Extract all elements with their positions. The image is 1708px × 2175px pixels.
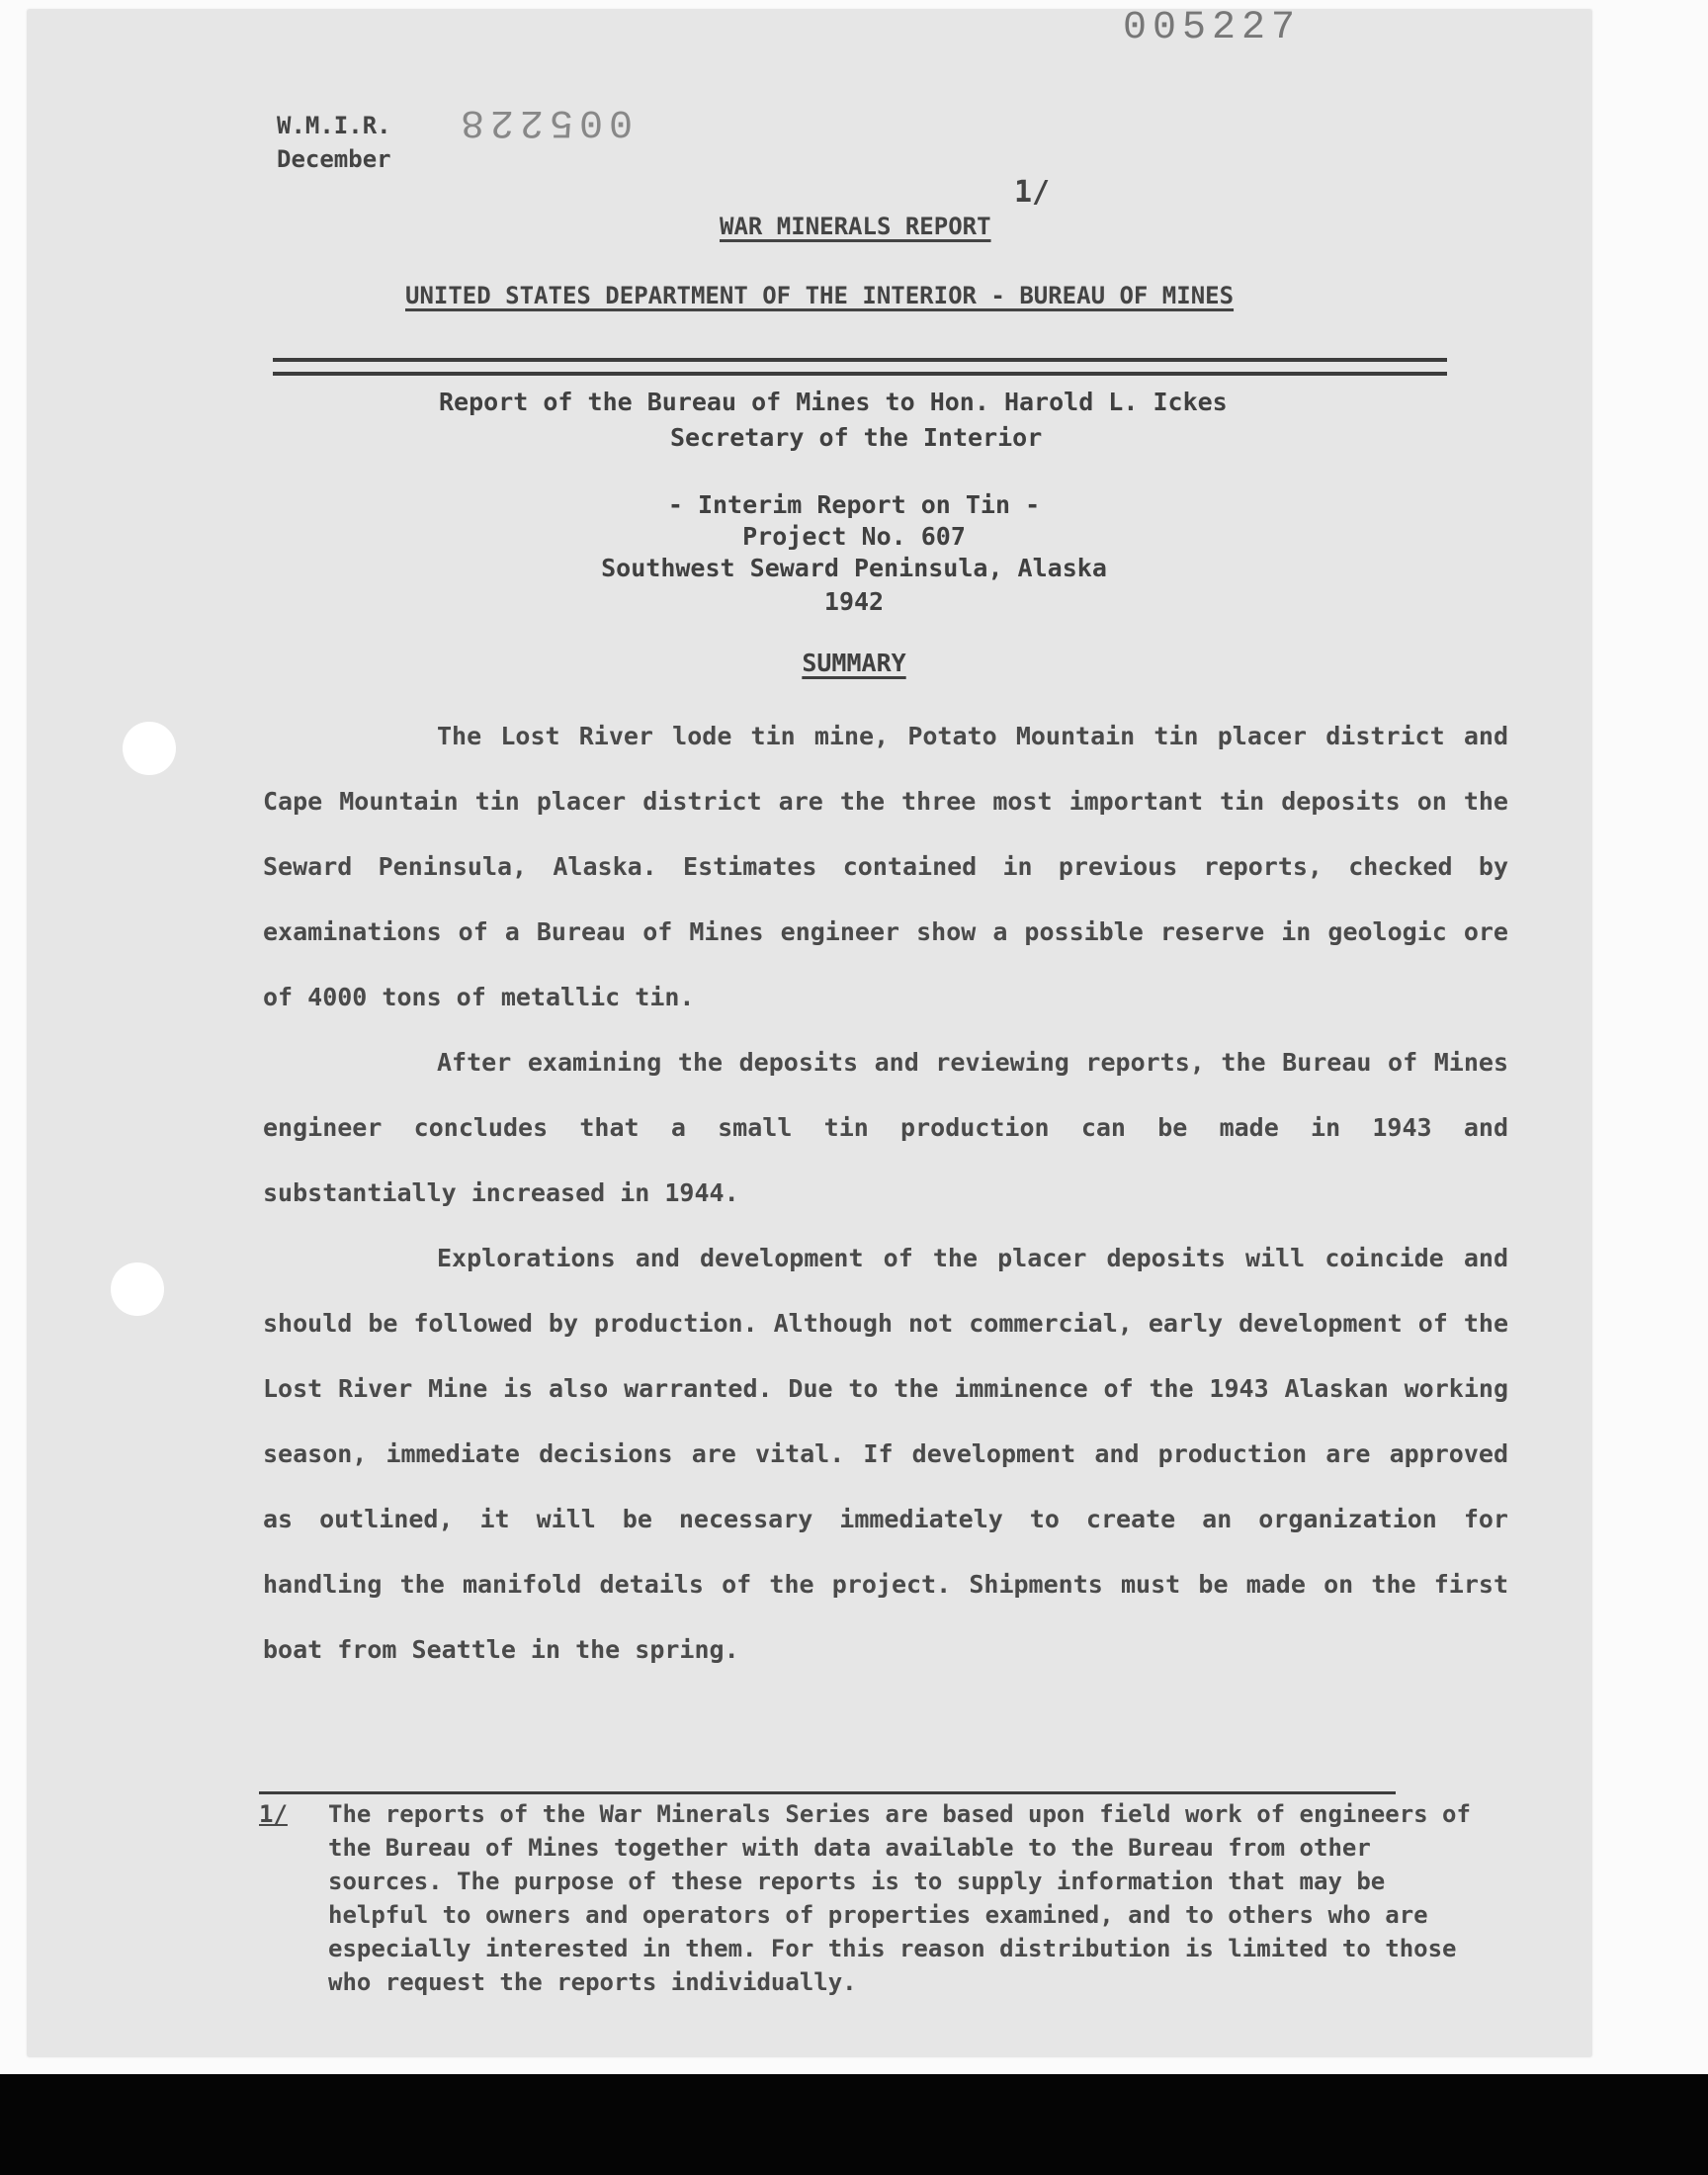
header-rule-1 xyxy=(273,358,1447,362)
punch-hole-bottom xyxy=(111,1262,164,1316)
footnote-marker: 1/ xyxy=(259,1800,288,1828)
punch-hole-top xyxy=(123,722,176,775)
summary-paragraph-2: After examining the deposits and reviewing reports, the Bureau of Mines engineer concludes that a small tin production can be made in 1943 and substantially increased in 1944. xyxy=(263,1048,1508,1207)
report-series-title: WAR MINERALS REPORT xyxy=(720,213,991,240)
header-rule-2 xyxy=(273,372,1447,376)
summary-paragraph-3: Explorations and development of the placer deposits will coincide and should be followed by production. Although not commercial, early development of the Lost River Mine is also warranted. Due to the imminence of the 1943 Alaskan working season, immediate decisions are vital. If development and production are approved as outlined, it will be necessary immediately to create an organization for handling the manifold details of the project. Shipments must be made on the first boat from Seattle in the spring. xyxy=(263,1244,1508,1664)
footnote-rule xyxy=(259,1791,1396,1794)
footnote xyxy=(259,1797,1494,1999)
summary-body xyxy=(263,704,1508,1683)
stamp-number-top: 005227 xyxy=(1123,6,1302,50)
series-code: W.M.I.R. xyxy=(277,112,391,139)
report-addressee-title: Secretary of the Interior xyxy=(670,423,1043,452)
stamp-number-side: 005228 xyxy=(455,99,634,143)
section-heading-summary: SUMMARY xyxy=(802,649,906,677)
footnote-reference-mark: 1/ xyxy=(1014,175,1051,210)
department-title: UNITED STATES DEPARTMENT OF THE INTERIOR - BUREAU OF MINES xyxy=(405,282,1235,309)
report-year: 1942 xyxy=(823,587,885,616)
footnote-text: The reports of the War Minerals Series are based upon field work of engineers of the Bureau of Mines together with data available to the Bureau from other sources. The purpose of these reports is to supply information that may be helpful to owners and operators of properties examined, and to others who are especially interested in them. For this reason distribution is limited to those who request the reports individually. xyxy=(328,1800,1471,1996)
report-subtitle: - Interim Report on Tin - xyxy=(667,490,1041,519)
report-month: December xyxy=(277,145,391,173)
scanner-border xyxy=(0,2074,1708,2175)
summary-paragraph-1: The Lost River lode tin mine, Potato Mountain tin placer district and Cape Mountain tin placer district are the three most important tin deposits on the Seward Peninsula, Alaska. Estimates contained in previous reports, checked by examinations of a Bureau of Mines engineer show a possible reserve in geologic ore of 4000 tons of metallic tin. xyxy=(263,722,1508,1011)
project-number: Project No. 607 xyxy=(742,522,966,551)
report-addressee-line: Report of the Bureau of Mines to Hon. Harold L. Ickes xyxy=(439,388,1228,416)
report-location: Southwest Seward Peninsula, Alaska xyxy=(601,554,1107,582)
